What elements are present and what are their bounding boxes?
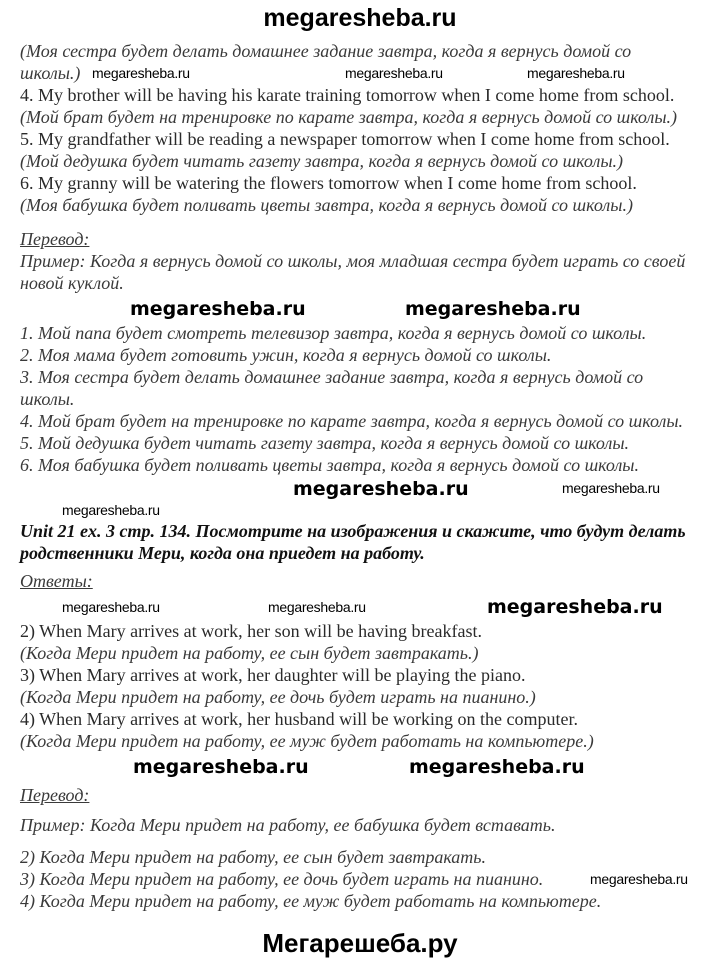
- text-line: 4) Когда Мери придет на работу, ее муж будет работать на компьютере.: [20, 891, 602, 911]
- text-line: 6. My granny will be watering the flowers tomorrow when I come home from school.: [20, 173, 637, 193]
- text-line: 3. Моя сестра будет делать домашнее задание завтра, когда я вернусь домой со: [20, 367, 644, 387]
- watermark: megaresheba.ru: [92, 65, 190, 81]
- watermark: megaresheba.ru: [562, 480, 660, 496]
- text-line: (Когда Мери придет на работу, ее сын будет завтракать.): [20, 643, 479, 663]
- text-line: (Моя сестра будет делать домашнее задание завтра, когда я вернусь домой со: [20, 41, 632, 61]
- text-line: 3) When Mary arrives at work, her daughter will be playing the piano.: [20, 665, 526, 685]
- text-line: (Когда Мери придет на работу, ее муж будет работать на компьютере.): [20, 731, 594, 751]
- text-line: 4. My brother will be having his karate training tomorrow when I come home from school.: [20, 85, 675, 105]
- text-line: 1. Мой папа будет смотреть телевизор завтра, когда я вернусь домой со школы.: [20, 323, 647, 343]
- watermark: megaresheba.ru: [527, 65, 625, 81]
- text-line: (Когда Мери придет на работу, ее дочь будет играть на пианино.): [20, 687, 536, 707]
- text-line: школы.: [20, 389, 75, 409]
- task-heading: родственники Мери, когда она приедет на работу.: [20, 543, 425, 563]
- watermark: megaresheba.ru: [133, 756, 309, 778]
- text-line: 5. Мой дедушка будет читать газету завтра, когда я вернусь домой со школы.: [20, 433, 630, 453]
- text-line: 5. My grandfather will be reading a newspaper tomorrow when I come home from school.: [20, 129, 670, 149]
- site-footer: Мегарешеба.ру: [262, 928, 458, 958]
- watermark: megaresheba.ru: [345, 65, 443, 81]
- text-line: новой куклой.: [20, 273, 124, 293]
- text-line: (Мой брат будет на тренировке по карате завтра, когда я вернусь домой со школы.): [20, 107, 678, 127]
- text-line: 2) Когда Мери придет на работу, ее сын будет завтракать.: [20, 847, 486, 867]
- text-line: 6. Моя бабушка будет поливать цветы завтра, когда я вернусь домой со школы.: [20, 455, 639, 475]
- site-header: megaresheba.ru: [263, 4, 457, 32]
- text-line: 2. Моя мама будет готовить ужин, когда я вернусь домой со школы.: [20, 345, 552, 365]
- watermark: megaresheba.ru: [130, 298, 306, 320]
- watermark: megaresheba.ru: [590, 871, 688, 887]
- watermark: megaresheba.ru: [268, 599, 366, 615]
- task-heading: Unit 21 ex. 3 стр. 134. Посмотрите на изображения и скажите, что будут делать: [20, 521, 686, 541]
- text-line: 4. Мой брат будет на тренировке по карате завтра, когда я вернусь домой со школы.: [20, 411, 684, 431]
- watermark: megaresheba.ru: [293, 478, 469, 500]
- text-line: 4) When Mary arrives at work, her husband will be working on the computer.: [20, 709, 579, 729]
- watermark: megaresheba.ru: [62, 599, 160, 615]
- text-line: 2) When Mary arrives at work, her son will be having breakfast.: [20, 621, 483, 641]
- watermark: megaresheba.ru: [487, 596, 663, 618]
- answers-heading: Ответы:: [20, 571, 93, 591]
- text-line: (Моя бабушка будет поливать цветы завтра, когда я вернусь домой со школы.): [20, 195, 633, 215]
- watermark: megaresheba.ru: [62, 502, 160, 518]
- text-line: 3) Когда Мери придет на работу, ее дочь будет играть на пианино.: [20, 869, 544, 889]
- watermark: megaresheba.ru: [405, 298, 581, 320]
- text-line: (Мой дедушка будет читать газету завтра, когда я вернусь домой со школы.): [20, 151, 623, 171]
- text-line: школы.): [20, 63, 81, 83]
- translation-heading: Перевод:: [20, 785, 90, 805]
- text-line: Пример: Когда Мери придет на работу, ее бабушка будет вставать.: [20, 815, 556, 835]
- translation-heading: Перевод:: [20, 229, 90, 249]
- watermark: megaresheba.ru: [409, 756, 585, 778]
- text-line: Пример: Когда я вернусь домой со школы, моя младшая сестра будет играть со своей: [20, 251, 686, 271]
